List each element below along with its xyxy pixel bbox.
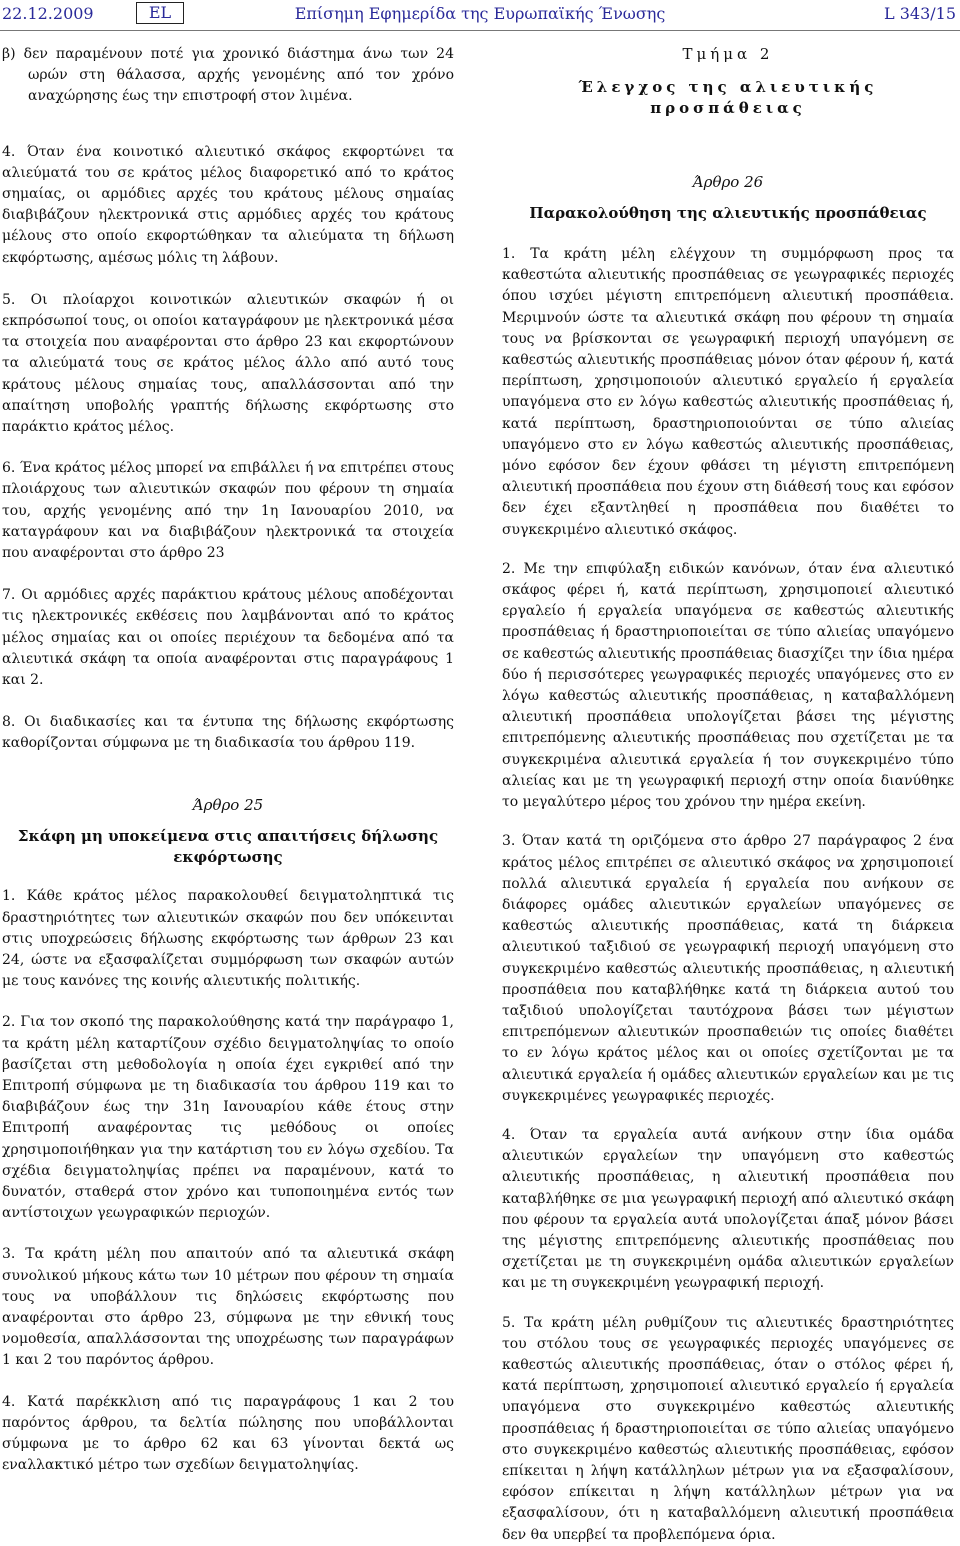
article-26-paragraph-2: 2. Με την επιφύλαξη ειδικών κανόνων, όταν ένα αλιευτικό σκάφος φέρει ή, κατά περίπτωση, χρησιμοποιεί αλιευτικό εργαλείο ή εργαλεία υπαγόμενα σε καθεστώς αλιευτικής προσπάθειας ή δραστηριοποιείται σε τύπο αλιείας υπαγόμενο σε καθεστώς αλιευτικής προσπάθειας διασχίζει την ίδια ημέρα δύο ή περισσότερες γεωγραφικές περιοχές υπαγόμενες στο εν λόγω καθεστώς αλιευτικής προσπάθειας, η καταβαλλόμενη αλιευτική προσπάθεια υπολογίζεται βάσει της μέγιστης επιτρεπόμενης αλιευτικής προσπάθειας που σχετίζεται με τα συγκεκριμένα αλιευτικά εργαλεία ή τον συγκεκριμένο τύπο αλιείας και με τη γεωγραφική περιοχή στην οποία διανύθηκε το μεγαλύτερο μέρος του χρόνου την ημέρα εκείνη. [502,560,954,811]
paragraph-6: 6. Ένα κράτος μέλος μπορεί να επιβάλλει ή να επιτρέπει στους πλοιάρχους των αλιευτικών σκαφών που φέρουν τη σημαία του, αρχής γενομένης από την 1η Ιανουαρίου 2010, να καταγράφουν και να διαβιβάζουν ηλεκτρονικά τα στοιχεία που αναφέρονται στο άρθρο 23 [2,460,454,562]
section-number: Τμήμα 2 [682,45,774,63]
article-25-paragraph-4: 4. Κατά παρέκκλιση από τις παραγράφους 1 και 2 του παρόντος άρθρου, τα δελτία πώλησης που υποβάλλονται σύμφωνα με το άρθρο 62 και 63 γίνονται δεκτά ως εναλλακτικό μέτρο των σχεδίων δειγματοληψίας. [2,1393,454,1474]
paragraph-b: β) δεν παραμένουν ποτέ για χρονικό διάστημα άνω των 24 ωρών στη θάλασσα, αρχής γενομένης από τον χρόνο αναχώρησης έως την επιστροφή στον λιμένα. [2,46,454,105]
article-26-paragraph-1: 1. Τα κράτη μέλη ελέγχουν τη συμμόρφωση προς τα καθεστώτα αλιευτικής προσπάθειας σε γεωγραφικές περιοχές όπου ισχύει μέγιστη επιτρεπόμενη αλιευτική προσπάθεια. Μεριμνούν ώστε τα αλιευτικά σκάφη που φέρουν τη σημαία τους να βρίσκονται σε γεωγραφική περιοχή υπαγόμενη σε καθεστώς αλιευτικής προσπάθειας μόνον όταν φέρουν ή, κατά περίπτωση, χρησιμοποιούν αλιευτικό εργαλείο ή εργαλεία υπαγόμενα στο εν λόγω καθεστώς αλιευτικής προσπάθειας ή, κατά περίπτωση, δραστηριοποιούνται σε τύπο αλιείας υπαγόμενο στο εν λόγω καθεστώς αλιευτικής προσπάθειας, μόνο εφόσον δεν έχουν φθάσει τη μέγιστη επιτρεπόμενη αλιευτική προσπάθεια που έχουν στη διάθεσή τους και εφόσον δεν έχει εξαντληθεί η προσπάθεια που διαθέτει το συγκεκριμένο αλιευτικό σκάφος. [502,246,954,538]
language-badge: EL [136,2,184,24]
section-title: Έλεγχος της αλιευτικής προσπάθειας [578,78,878,118]
article-26-paragraph-3: 3. Όταν κατά τη οριζόμενα στο άρθρο 27 παράγραφος 2 ένα κράτος μέλος επιτρέπει σε αλιευτικό σκάφος να χρησιμοποιεί πολλά αλιευτικά εργαλεία ή εργαλεία που ανήκουν σε διάφορες ομάδες αλιευτικών εργαλείων υπαγόμενες σε καθεστώς αλιευτικής προσπάθειας, κατά τη διάρκεια αλιευτικού ταξιδιού σε γεωγραφική περιοχή υπαγόμενη στο συγκεκριμένο καθεστώς αλιευτικής προσπάθειας, η αλιευτική προσπάθεια που καταβλήθηκε κατά τη διάρκεια αυτού του ταξιδιού υπολογίζεται ταυτόχρονα βάσει των μέγιστων επιτρεπόμενων αλιευτικών προσπαθειών τις οποίες διαθέτει το εν λόγω κράτος μέλος και οι οποίες σχετίζονται με τα αλιευτικά εργαλεία ή ομάδες αλιευτικών εργαλείων και με τις συγκεκριμένες γεωγραφικές περιοχές. [502,833,954,1104]
header-divider [0,30,960,31]
right-column [502,44,954,1546]
page-header [0,0,960,31]
journal-title: Επίσημη Εφημερίδα της Ευρωπαϊκής Ένωσης [294,4,666,23]
article-26-title: Παρακολούθηση της αλιευτικής προσπάθειας [529,203,927,222]
article-26-paragraph-4: 4. Όταν τα εργαλεία αυτά ανήκουν στην ίδια ομάδα αλιευτικών εργαλείων την υπαγόμενη στο καθεστώς αλιευτικής προσπάθειας, η αλιευτική προσπάθεια που καταβλήθηκε σε μια γεωγραφική περιοχή από αλιευτικό σκάφη που φέρουν τα εργαλεία αυτά υπολογίζεται άπαξ μόνον βάσει της μέγιστης επιτρεπόμενης αλιευτικής προσπάθειας που σχετίζεται με τη συγκεκριμένη ομάδα αλιευτικών εργαλείων και με τη συγκεκριμένη γεωγραφική περιοχή. [502,1126,954,1292]
paragraph-7: 7. Οι αρμόδιες αρχές παράκτιου κράτους μέλους αποδέχονται τις ηλεκτρονικές εκθέσεις που λαμβάνονται από το κράτος μέλος σημαίας και οι οποίες περιέχουν τα δεδομένα από τα αλιευτικά σκάφη τα οποία αναφέρονται στις παραγράφους 1 και 2. [2,587,454,689]
article-26-number: Άρθρο 26 [692,172,764,191]
article-25-paragraph-1: 1. Κάθε κράτος μέλος παρακολουθεί δειγματοληπτικά τις δραστηριότητες των αλιευτικών σκαφών που δεν υπόκεινται στις υποχρεώσεις δήλωσης εκφόρτωσης των άρθρων 23 και 24, ώστε να εξασφαλίζεται συμμόρφωση των σκαφών αυτών με τους κανόνες της κοινής αλιευτικής πολιτικής. [2,888,454,990]
page-number: L 343/15 [884,4,956,23]
article-25-number: Άρθρο 25 [192,795,264,814]
left-column [2,44,454,1476]
paragraph-8: 8. Οι διαδικασίες και τα έντυπα της δήλωσης εκφόρτωσης καθορίζονται σύμφωνα με τη διαδικασία του άρθρου 119. [2,714,454,752]
article-25-paragraph-3: 3. Τα κράτη μέλη που απαιτούν από τα αλιευτικά σκάφη συνολικού μήκους κάτω των 10 μέτρων που φέρουν τη σημαία τους να υποβάλλουν τις δηλώσεις εκφόρτωσης που αναφέρονται στο άρθρο 23, σύμφωνα με την εθνική τους νομοθεσία, απαλλάσσονται της υποχρέωσης των παραγράφων 1 και 2 του παρόντος άρθρου. [2,1246,454,1369]
article-25-title: Σκάφη μη υποκείμενα στις απαιτήσεις δήλωσης εκφόρτωσης [17,826,439,867]
paragraph-5: 5. Οι πλοίαρχοι κοινοτικών αλιευτικών σκαφών ή οι εκπρόσωποί τους, οι οποίοι καταγράφουν με ηλεκτρονικά μέσα τα στοιχεία που αναφέρονται στο άρθρο 23 και εκφορτώνουν τα αλιεύματά τους σε κράτος μέλος άλλο από αυτό τους κράτους μέλους σημαίας τους, απαλλάσσονται από την απαίτηση υποβολής γραπτής δήλωσης εκφόρτωσης στο παράκτιο κράτος μέλος. [2,291,454,436]
paragraph-4: 4. Όταν ένα κοινοτικό αλιευτικό σκάφος εκφορτώνει τα αλιεύματά του σε κράτος μέλος διαφορετικό από το κράτος σημαίας, οι αρμόδιες αρχές του κράτους μέλους σημαίας διαβιβάζουν ηλεκτρονικά στις αρμόδιες αρχές του κράτους μέλους στο οποίο εκφορτώθηκαν τα αλιεύματα τη δήλωση εκφόρτωσης, αμέσως μόλις τη λάβουν. [2,143,454,266]
article-26-paragraph-5: 5. Τα κράτη μέλη ρυθμίζουν τις αλιευτικές δραστηριότητες του στόλου τους σε γεωγραφικές περιοχές υπαγόμενες σε καθεστώς αλιευτικής προσπάθειας, όταν ο στόλος φέρει ή, κατά περίπτωση, χρησιμοποιεί αλιευτικό εργαλείο ή εργαλεία υπαγόμενα στο συγκεκριμένο καθεστώς αλιευτικής προσπάθειας ή δραστηριοποιείται σε τύπο αλιείας υπαγόμενο στο συγκεκριμένο καθεστώς αλιευτικής προσπάθειας, εφόσον επίκειται η λήψη κατάλληλων μέτρων για να εξασφαλίσουν, εφόσον επίκειται η λήψη κατάλληλων μέτρων για να εξασφαλίσουν, ότι η καταβαλλόμενη αλιευτική προσπάθεια δεν θα υπερβεί τα προβλεπόμενα όρια. [502,1314,954,1543]
article-25-paragraph-2: 2. Για τον σκοπό της παρακολούθησης κατά την παράγραφο 1, τα κράτη μέλη καταρτίζουν σχέδιο δειγματοληψίας το οποίο βασίζεται στη μεθοδολογία η οποία έχει εγκριθεί από την Επιτροπή σύμφωνα με τη διαδικασία του άρθρου 119 και το διαβιβάζουν έως την 31η Ιανουαρίου κάθε έτους στην Επιτροπή αναφέροντας τις μεθόδους οι οποίες χρησιμοποιήθηκαν για την κατάρτιση του εν λόγω σχεδίου. Τα σχέδια δειγματοληψίας πρέπει να παραμένουν, κατά το δυνατόν, σταθερά στον χρόνο και τυποποιημένα εντός των αντίστοιχων γεωγραφικών περιοχών. [2,1014,454,1222]
publication-date: 22.12.2009 [2,4,94,23]
